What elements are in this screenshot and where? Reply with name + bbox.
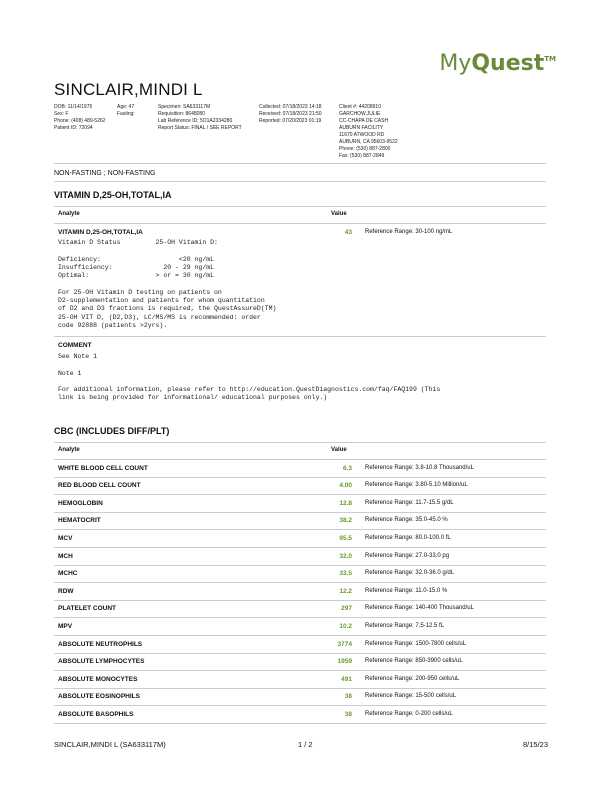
analyte-value: 4.00 xyxy=(339,482,352,490)
analyte-name: ABSOLUTE MONOCYTES xyxy=(58,675,138,683)
divider xyxy=(54,494,546,495)
divider xyxy=(54,459,546,460)
divider xyxy=(54,653,546,654)
comment-label: COMMENT xyxy=(58,342,92,349)
divider xyxy=(54,600,546,601)
analyte-name: MCH xyxy=(58,552,73,560)
analyte-name: PLATELET COUNT xyxy=(58,605,117,613)
analyte-name: RDW xyxy=(58,587,74,595)
reference-range: Reference Range: 0-200 cells/uL xyxy=(365,710,453,717)
analyte-value: 1959 xyxy=(337,658,352,666)
divider xyxy=(54,688,546,689)
myquest-logo: MyQuest™ xyxy=(439,51,556,76)
analyte-name: ABSOLUTE BASOPHILS xyxy=(58,710,134,718)
column-header-value: Value xyxy=(331,447,347,453)
divider xyxy=(54,336,546,337)
reference-range: Reference Range: 140-400 Thousand/uL xyxy=(365,605,474,612)
analyte-value: 33.5 xyxy=(339,570,352,578)
reference-range: Reference Range: 30-100 ng/mL xyxy=(365,229,453,235)
analyte-value: 297 xyxy=(341,605,352,613)
analyte-value: 38 xyxy=(344,710,352,718)
vitamin-d-note: Vitamin D Status 25-OH Vitamin D: Deficiency: <20 ng/mL Insufficiency: 20 - 29 ng/mL Optimal: > or = 30 ng/mL For 25-OH Vitamin D testing on patients on D2-supplementation and patients for whom quantitation of D2 and D3 fractions is required, the QuestAssureD(TM) 25-OH VIT D, (D2,D3), LC/MS/MS is recommended: order code 92888 (patients >2yrs). xyxy=(58,239,277,329)
reference-range: Reference Range: 15-500 cells/uL xyxy=(365,693,457,700)
collection-dates: Collected: 07/18/2023 14:18 Received: 07/18/2023 21:50 Reported: 07/20/2023 01:19 xyxy=(259,104,322,124)
analyte-value: 43 xyxy=(344,229,352,236)
divider xyxy=(54,565,546,566)
divider xyxy=(54,705,546,706)
reference-range: Reference Range: 32.0-36.0 g/dL xyxy=(365,570,455,577)
divider xyxy=(54,206,546,207)
divider xyxy=(54,181,546,182)
section-title-vitamin-d: VITAMIN D,25-OH,TOTAL,IA xyxy=(54,190,172,200)
divider xyxy=(54,723,546,724)
reference-range: Reference Range: 1500-7800 cells/uL xyxy=(365,640,467,647)
analyte-name: MCHC xyxy=(58,570,78,578)
analyte-name: WHITE BLOOD CELL COUNT xyxy=(58,464,148,472)
page-number: 1 / 2 xyxy=(298,740,313,749)
analyte-name: VITAMIN D,25-OH,TOTAL,IA xyxy=(58,229,143,236)
analyte-value: 10.2 xyxy=(339,622,352,630)
footer-patient: SINCLAIR,MINDI L (SA633117M) xyxy=(54,740,166,749)
section-title-cbc: CBC (INCLUDES DIFF/PLT) xyxy=(54,426,170,436)
divider xyxy=(54,670,546,671)
column-header-value: Value xyxy=(331,211,347,217)
analyte-name: MCV xyxy=(58,534,73,542)
analyte-value: 12.2 xyxy=(339,587,352,595)
patient-age-fasting: Age: 47 Fasting: xyxy=(117,104,135,117)
divider xyxy=(54,223,546,224)
comment-text: See Note 1 Note 1 For additional information, please refer to http://education.QuestDiagnostics.com/faq/FAQ199 (This link is being provided for informational/ educational purposes only.) xyxy=(58,353,441,402)
reference-range: Reference Range: 11.7-15.5 g/dL xyxy=(365,499,454,506)
analyte-value: 6.3 xyxy=(342,464,352,472)
divider xyxy=(54,529,546,530)
column-header-analyte: Analyte xyxy=(58,211,80,217)
analyte-value: 12.8 xyxy=(339,499,352,507)
analyte-name: ABSOLUTE LYMPHOCYTES xyxy=(58,658,145,666)
analyte-name: ABSOLUTE NEUTROPHILS xyxy=(58,640,143,648)
analyte-value: 95.5 xyxy=(339,534,352,542)
analyte-value: 491 xyxy=(341,675,352,683)
analyte-value: 3774 xyxy=(337,640,352,648)
analyte-value: 32.0 xyxy=(339,552,352,560)
fasting-status: NON-FASTING ; NON-FASTING xyxy=(54,170,156,177)
reference-range: Reference Range: 7.5-12.5 fL xyxy=(365,622,445,629)
divider xyxy=(54,635,546,636)
reference-range: Reference Range: 11.0-15.0 % xyxy=(365,587,448,594)
patient-name: SINCLAIR,MINDI L xyxy=(54,80,203,99)
analyte-name: ABSOLUTE EOSINOPHILS xyxy=(58,693,140,701)
reference-range: Reference Range: 3.8-10.8 Thousand/uL xyxy=(365,464,474,471)
analyte-name: HEMATOCRIT xyxy=(58,517,101,525)
footer-date: 8/15/23 xyxy=(522,740,548,749)
analyte-name: HEMOGLOBIN xyxy=(58,499,103,507)
divider xyxy=(54,163,546,164)
divider xyxy=(54,617,546,618)
divider xyxy=(54,442,546,443)
client-info: Client #: 44208910 GARCHOW,JULIE CC-CHAPA DE CASH AUBURN FACILITY 11670 ATWOOD RD AUBURN, CA 95603-9522 Phone: (530) 887-2800 Fax: (530) 887-2849 xyxy=(339,104,398,159)
specimen-info: Specimen: SA633117M Requisition: 8648080 Lab Reference ID: 5O1A2334280 Report Status: FINAL / SEE REPORT xyxy=(158,104,242,131)
divider xyxy=(54,547,546,548)
analyte-name: RED BLOOD CELL COUNT xyxy=(58,482,141,490)
reference-range: Reference Range: 850-3900 cells/uL xyxy=(365,658,463,665)
divider xyxy=(54,582,546,583)
reference-range: Reference Range: 200-950 cells/uL xyxy=(365,675,460,682)
analyte-value: 38 xyxy=(344,693,352,701)
analyte-name: MPV xyxy=(58,622,73,630)
reference-range: Reference Range: 35.0-45.0 % xyxy=(365,517,448,524)
column-header-analyte: Analyte xyxy=(58,447,80,453)
divider xyxy=(54,512,546,513)
reference-range: Reference Range: 3.80-5.10 Million/uL xyxy=(365,482,468,489)
reference-range: Reference Range: 27.0-33.0 pg xyxy=(365,552,450,559)
analyte-value: 38.2 xyxy=(339,517,352,525)
divider xyxy=(54,477,546,478)
patient-demographics: DOB: 11/14/1975 Sex: F Phone: (408) 489-5262 Patient ID: 72094 xyxy=(54,104,106,131)
reference-range: Reference Range: 80.0-100.0 fL xyxy=(365,534,451,541)
